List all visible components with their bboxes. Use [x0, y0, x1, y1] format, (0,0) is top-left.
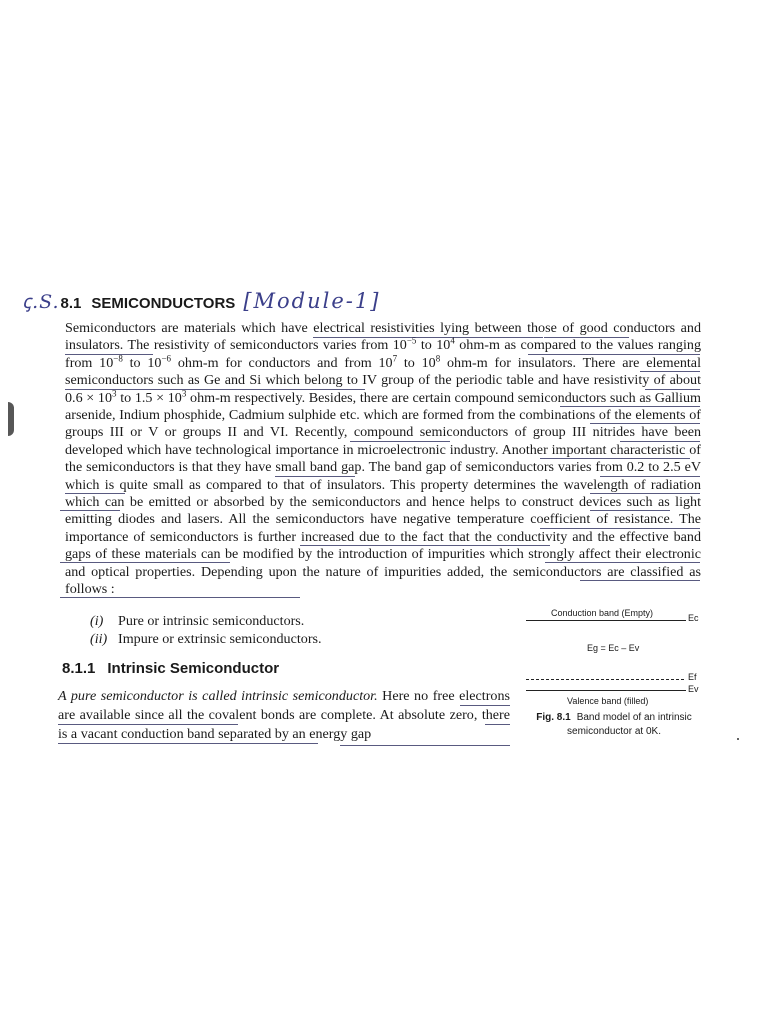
classification-list [90, 612, 322, 648]
pen-underline [560, 406, 700, 407]
pen-underline [300, 545, 550, 546]
pen-underline [58, 743, 318, 744]
subsection-heading [62, 660, 279, 677]
pen-underline [65, 354, 153, 355]
pen-underline [590, 510, 670, 511]
pen-underline [340, 745, 510, 746]
pen-underline [544, 337, 629, 338]
pen-underline [545, 562, 700, 563]
section-number: 8.1 [60, 295, 82, 312]
pen-underline [540, 528, 700, 529]
stray-mark [737, 738, 739, 740]
pen-underline [313, 337, 543, 338]
pen-underline [60, 510, 120, 511]
pen-underline [620, 441, 700, 442]
ev-label: Ev [688, 684, 699, 694]
pen-underline [65, 493, 125, 494]
semiconductors-paragraph: Semiconductors are materials which have electrical resistivities lying between those of good conductors and insulators. The resistivity of semiconductors varies from $10^{-5}$ to $10^4$ ohm-m as compared to the values ranging from $10^{-8}$ to $10^{-6}$ ohm-m for conductors and from $10^7$ to $10^8$ ohm-m for insulators. There are elemental semiconductors such as Ge and Si which belong to IV group of the periodic table and have resistivity of about $0.6 \times 10^3$ to $1.5 \times 10^3$ ohm-m respectively. Besides, there are certain compound semiconductors such as Gallium arsenide, Indium phosphide, Cadmium sulphide etc. which are formed from the combinations of the elements of groups III or V or groups II and VI. Recently, compound semiconductors of group III nitrides have been developed which have technological importance in microelectronic industry. Another important characteristic of the semiconductors is that they have small band gap. The band gap of semiconductors varies from 0.2 to 2.5 eV which is quite small as compared to that of insulators. This property determines the wavelength of radiation which can be emitted or absorbed by the semiconductors and hence helps to construct devices such as light emitting diodes and lasers. All the semiconductors have negative temperature coefficient of resistance. The importance of semiconductors is further increased due to the fact that the conductivity and the effective band gaps of these materials can be modified by the introduction of impurities which strongly affect their electronic and optical properties. Depending upon the nature of impurities added, the semiconductors are classified as follows : [65, 320, 701, 598]
subsection-title: Intrinsic Semiconductor [107, 660, 280, 677]
valence-band-line [526, 690, 686, 691]
pen-underline [65, 389, 365, 390]
pen-underline [60, 562, 230, 563]
conduction-band-line [526, 620, 686, 621]
pen-underline [600, 476, 700, 477]
ef-label: Ef [688, 672, 697, 682]
pen-underline [460, 705, 510, 706]
pen-underline [60, 597, 300, 598]
pen-underline [485, 724, 510, 725]
figure-caption: Fig. 8.1 Band model of an intrinsic semiconductor at 0K. [536, 712, 692, 737]
pen-underline [645, 389, 700, 390]
list-item: (i) Pure or intrinsic semiconductors. [90, 613, 305, 629]
pen-underline [590, 493, 700, 494]
pen-underline [640, 371, 700, 372]
page-edge-shadow [8, 402, 14, 436]
section-heading [22, 288, 380, 314]
pen-underline [350, 441, 450, 442]
valence-band-label: Valence band (filled) [567, 696, 649, 706]
list-item: (ii) Impure or extrinsic semiconductors. [90, 631, 322, 647]
pen-underline [540, 458, 690, 459]
band-model-figure [520, 600, 720, 750]
pen-underline [275, 476, 355, 477]
fermi-level-line [526, 679, 684, 680]
band-gap-relation: Eg = Ec – Ev [587, 643, 640, 653]
pen-underline [590, 423, 700, 424]
ec-label: Ec [688, 613, 699, 623]
section-title: SEMICONDUCTORS [91, 295, 236, 312]
conduction-band-label: Conduction band (Empty) [551, 608, 654, 618]
handwritten-module-note: [Module-1] [243, 289, 381, 313]
subsection-number: 8.1.1 [62, 660, 96, 677]
pen-underline [528, 354, 700, 355]
handwritten-prefix: ꞔ.S. [22, 291, 60, 313]
pen-underline [580, 580, 700, 581]
pen-underline [58, 724, 238, 725]
intrinsic-paragraph: A pure semiconductor is called intrinsic semiconductor. Here no free electrons are available since all the covalent bonds are complete. At absolute zero, there is a vacant conduction band separated by an energy gap [58, 688, 510, 742]
